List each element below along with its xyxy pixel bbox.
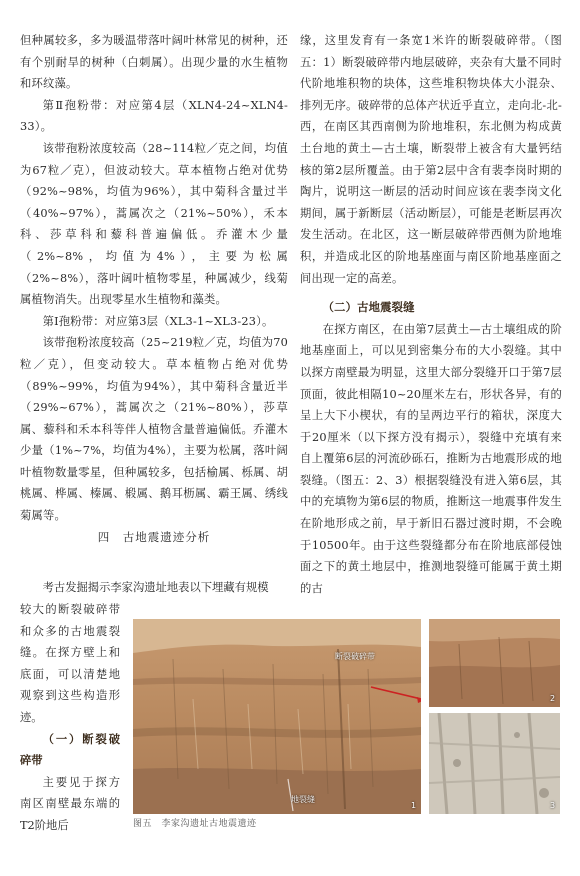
photo-number: 2 bbox=[550, 694, 556, 703]
subsection-title: （一）断裂破碎带 bbox=[20, 731, 120, 768]
left-column bbox=[20, 30, 288, 548]
paragraph: 较大的断裂破碎带和众多的古地震裂缝。在探方壁上和底面，可以清楚地观察到这些构造形迹。 bbox=[20, 603, 120, 724]
paragraph: 但种属较多，多为暖温带落叶阔叶林常见的树种，还有个别耐旱的树种（白刺属）。出现少量的水生植物和环纹藻。 bbox=[20, 34, 288, 91]
pollen-zone-i-title: 第Ⅰ孢粉带：对应第3层（XL3-1~XL3-23）。 bbox=[42, 314, 274, 328]
pollen-zone-ii-title: 第Ⅱ孢粉带：对应第4层（XLN4-24~XLN4-33）。 bbox=[20, 98, 288, 134]
paragraph: 在探方南区，在由第7层黄土—古土壤组成的阶地基座面上，可以见到密集分布的大小裂缝。其中以探方南壁最为明显，这里大部分裂缝开口于第7层顶面，彼此相隔10~20厘米左右，形状各异，有的呈上大下小楔状，有的呈两边平行的箱状，深度大于20厘米（以下探方没有揭示），裂缝中充填有来自上覆第6层的河流砂砾石，推断为古地震形成的地裂缝。（图五：2、3）根据裂缝没有进入第6层，其中的充填物为第6层的物质，推断这一地震事件发生在阶地形成之前，早于新旧石器过渡时期，不会晚于10500年。由于这些裂缝都分布在阶地底部侵蚀面之下的黄土地层中，推测地裂缝可能属于黄土期的古 bbox=[300, 322, 562, 595]
right-column bbox=[300, 30, 562, 599]
photo-number: 3 bbox=[550, 801, 556, 810]
paragraph: 该带孢粉浓度较高（25~219粒／克，均值为70粒／克），但变动较大。草本植物占绝对优势（89%~99%，均值为94%），其中菊科含量近半（29%~67%），蒿属次之（21%~80%），莎草属、藜科和禾本科等伴人植物含量普遍偏低。乔灌木少量（1%~7%，均值为4%），主要为松属，落叶阔叶植物数量零星，但种属较多，包括榆属、栎属、胡桃属、桦属、榛属、椴属、鹅耳枥属、霸王属、绣线菊属等。 bbox=[20, 336, 288, 523]
figure-caption: 图五 李家沟遗址古地震遗迹 bbox=[133, 819, 257, 829]
paragraph: 主要见于探方南区南壁最东端的T2阶地后 bbox=[20, 775, 120, 832]
fault-zone-label: 断裂破碎带 bbox=[335, 652, 375, 661]
paragraph: 该带孢粉浓度较高（28~114粒／克之间，均值为67粒／克），但波动较大。草本植物占绝对优势（92%~98%，均值为96%），其中菊科含量过半（40%~97%），蒿属次之（21%~50%），禾本科、莎草科和藜科普遍偏低。乔灌木少量（2%~8%，均值为4%），主要为松属（2%~8%），落叶阔叶植物零星，种属减少，线菊属植物消失。出现零星水生植物和藻类。 bbox=[20, 141, 288, 307]
photo-number: 1 bbox=[411, 801, 417, 810]
paragraph: 缘，这里发育有一条宽1米许的断裂破碎带。（图五：1）断裂破碎带内地层破碎，夹杂有大量不同时代阶地堆积物的块体，这些堆积物块体大小混杂、排列无序。破碎带的总体产状近乎直立，走向北-北-西，在南区其西南侧为阶地堆积，东北侧为构成黄土台地的黄土—古土壤，断裂带上被含有大量钙结核的第2层所覆盖。由于第2层中含有裴李岗时期的陶片，说明这一断层的活动时间应该在裴李岗文化期间，属于新断层（活动断层），可能是老断层再次发生活动。在北区，这一断层破碎带西侧为阶地堆积，并造成北区的阶地基座面与南区阶地基座面之间出现一定的高差。 bbox=[300, 34, 562, 285]
narrow-column-text bbox=[20, 599, 120, 837]
photo-crack-section bbox=[429, 619, 560, 707]
paragraph-first-line: 考古发掘揭示李家沟遗址地表以下埋藏有规模 bbox=[42, 581, 269, 594]
subsection-title: （二）古地震裂缝 bbox=[322, 300, 415, 315]
photo-crack-plan bbox=[429, 713, 560, 814]
crack-label: 地裂缝 bbox=[291, 795, 315, 804]
figure bbox=[133, 619, 560, 834]
section-title: 四 古地震遗迹分析 bbox=[97, 529, 211, 544]
photo-trench-wall bbox=[133, 619, 421, 814]
